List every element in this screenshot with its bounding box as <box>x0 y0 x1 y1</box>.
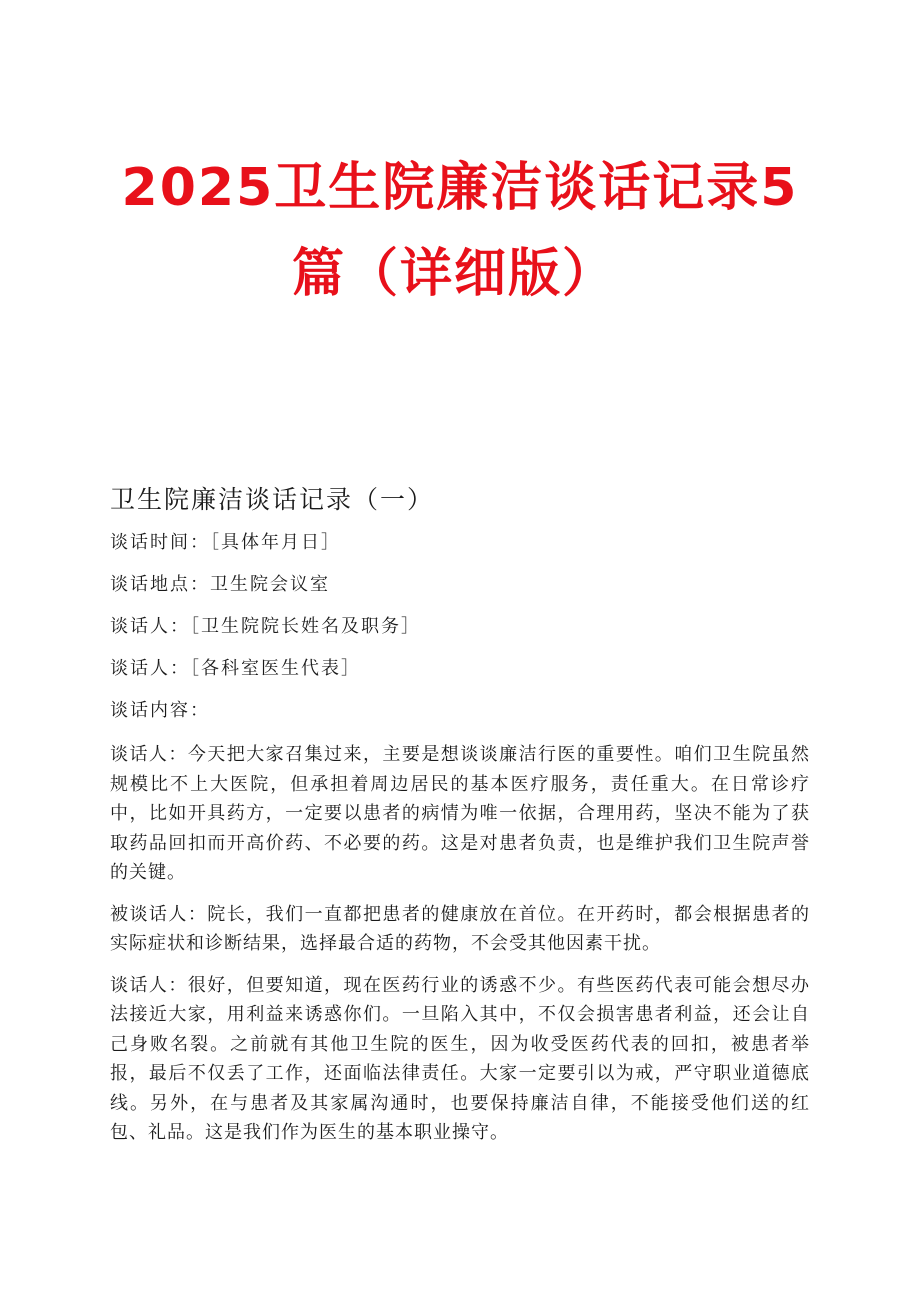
title-line-2: 篇（详细版） <box>292 244 617 304</box>
title-line-1: 2025卫生院廉洁谈话记录5 <box>121 158 799 218</box>
meta-time: 谈话时间：［具体年月日］ <box>110 532 341 553</box>
meta-participants: 谈话人：［各科室医生代表］ <box>110 658 361 679</box>
dialogue-paragraph: 谈话人：很好，但要知道，现在医药行业的诱惑不少。有些医药代表可能会想尽办法接近大家，用利益来诱惑你们。一旦陷入其中，不仅会损害患者利益，还会让自己身败名裂。之前就有其他卫生院的医生，因为收受医药代表的回扣，被患者举报，最后不仅丢了工作，还面临法律责任。大家一定要引以为戒，严守职业道德底线。另外，在与患者及其家属沟通时，也要保持廉洁自律，不能接受他们送的红包、礼品。这是我们作为医生的基本职业操守。 <box>110 974 810 1143</box>
dialogue-paragraph: 谈话人：今天把大家召集过来，主要是想谈谈廉洁行医的重要性。咱们卫生院虽然规模比不上大医院，但承担着周边居民的基本医疗服务，责任重大。在日常诊疗中，比如开具药方，一定要以患者的病情为唯一依据，合理用药，坚决不能为了获取药品回扣而开高价药、不必要的药。这是对患者负责，也是维护我们卫生院声誉的关键。 <box>110 744 810 883</box>
document-body <box>110 480 810 1160</box>
dialogue-paragraph: 被谈话人：院长，我们一直都把患者的健康放在首位。在开药时，都会根据患者的实际症状和诊断结果，选择最合适的药物，不会受其他因素干扰。 <box>110 903 810 954</box>
meta-location: 谈话地点：卫生院会议室 <box>110 574 330 595</box>
document-title <box>60 145 860 317</box>
meta-speaker: 谈话人：［卫生院院长姓名及职务］ <box>110 616 421 637</box>
meta-content-label: 谈话内容： <box>110 700 210 721</box>
section-heading: 卫生院廉洁谈话记录（一） <box>110 485 435 514</box>
